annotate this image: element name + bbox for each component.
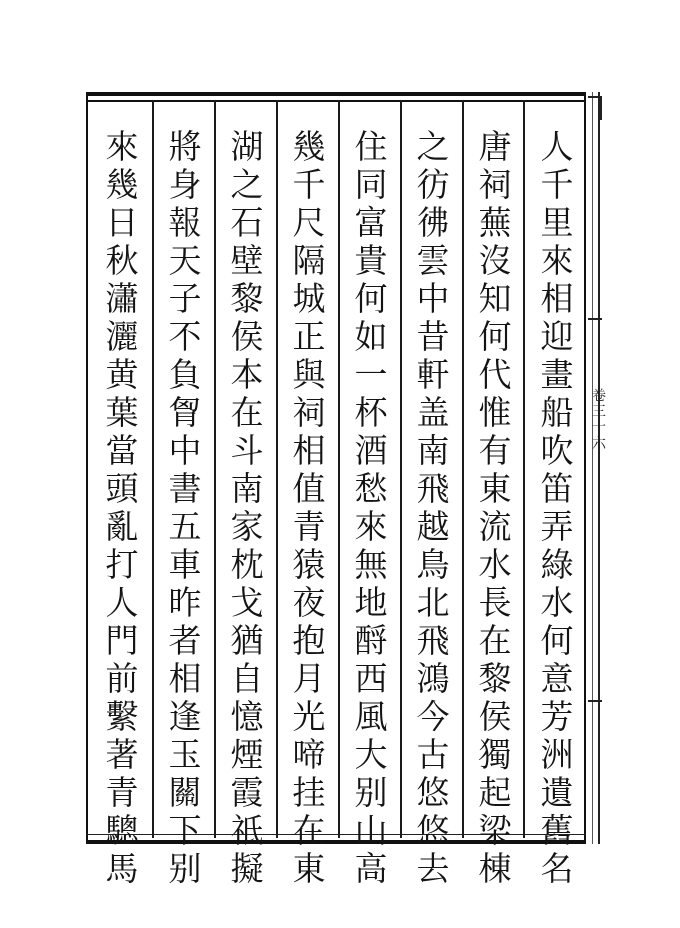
glyph: 人 — [105, 583, 139, 622]
glyph: 報 — [168, 203, 202, 242]
glyph: 正 — [292, 317, 326, 356]
glyph: 光 — [292, 697, 326, 736]
glyph: 值 — [292, 469, 326, 508]
glyph: 去 — [416, 849, 450, 888]
glyph: 今 — [416, 697, 450, 736]
glyph: 高 — [354, 849, 388, 888]
glyph: 愁 — [354, 469, 388, 508]
glyph: 水 — [478, 545, 512, 584]
fish-tail-mark — [588, 318, 602, 320]
glyph: 洲 — [540, 735, 574, 774]
glyph: 水 — [540, 583, 574, 622]
glyph: 古 — [416, 735, 450, 774]
glyph: 棟 — [478, 849, 512, 888]
glyph: 千 — [292, 165, 326, 204]
glyph: 煙 — [230, 735, 264, 774]
column-rule — [400, 100, 402, 838]
margin-glyph: 三 — [592, 404, 606, 420]
text-column-3 — [404, 127, 462, 888]
glyph: 船 — [540, 393, 574, 432]
glyph: 亂 — [105, 507, 139, 546]
margin-glyph: 十 — [592, 420, 606, 436]
column-rule — [462, 100, 464, 838]
glyph: 名 — [540, 849, 574, 888]
glyph: 身 — [168, 165, 202, 204]
glyph: 黎 — [230, 279, 264, 318]
glyph: 青 — [292, 507, 326, 546]
glyph: 天 — [168, 241, 202, 280]
glyph: 知 — [478, 279, 512, 318]
glyph: 迎 — [540, 317, 574, 356]
glyph: 如 — [354, 317, 388, 356]
glyph: 斗 — [230, 431, 264, 470]
glyph: 流 — [478, 507, 512, 546]
glyph: 車 — [168, 545, 202, 584]
margin-glyph: 卷 — [592, 388, 606, 404]
glyph: 來 — [540, 241, 574, 280]
glyph: 畫 — [540, 355, 574, 394]
glyph: 惟 — [478, 393, 512, 432]
column-rule — [276, 100, 278, 838]
margin-glyph: 六 — [592, 436, 606, 452]
glyph: 梁 — [478, 811, 512, 850]
glyph: 枕 — [230, 545, 264, 584]
glyph: 猶 — [230, 621, 264, 660]
text-column-5 — [280, 127, 338, 888]
glyph: 幾 — [292, 127, 326, 166]
glyph: 意 — [540, 659, 574, 698]
glyph: 下 — [168, 811, 202, 850]
glyph: 憶 — [230, 697, 264, 736]
glyph: 中 — [168, 431, 202, 470]
glyph: 盖 — [416, 393, 450, 432]
glyph: 來 — [354, 507, 388, 546]
glyph: 霞 — [230, 773, 264, 812]
glyph: 在 — [230, 393, 264, 432]
glyph: 昨 — [168, 583, 202, 622]
text-column-7 — [156, 127, 214, 888]
text-column-8 — [93, 127, 151, 888]
glyph: 起 — [478, 773, 512, 812]
glyph: 家 — [230, 507, 264, 546]
glyph: 無 — [354, 545, 388, 584]
glyph: 大 — [354, 735, 388, 774]
glyph: 尺 — [292, 203, 326, 242]
glyph: 玉 — [168, 735, 202, 774]
glyph: 來 — [105, 127, 139, 166]
glyph: 關 — [168, 773, 202, 812]
glyph: 風 — [354, 697, 388, 736]
glyph: 相 — [540, 279, 574, 318]
glyph: 自 — [230, 659, 264, 698]
glyph: 逢 — [168, 697, 202, 736]
fold-ear-mark — [588, 96, 602, 120]
text-column-6 — [218, 127, 276, 888]
glyph: 沒 — [478, 241, 512, 280]
glyph: 北 — [416, 583, 450, 622]
glyph: 侯 — [478, 697, 512, 736]
glyph: 昔 — [416, 317, 450, 356]
text-column-2 — [466, 127, 524, 888]
glyph: 月 — [292, 659, 326, 698]
glyph: 何 — [478, 317, 512, 356]
glyph: 相 — [168, 659, 202, 698]
glyph: 山 — [354, 811, 388, 850]
glyph: 飛 — [416, 621, 450, 660]
glyph: 隔 — [292, 241, 326, 280]
glyph: 别 — [354, 773, 388, 812]
glyph: 書 — [168, 469, 202, 508]
column-rule — [338, 100, 340, 838]
glyph: 將 — [168, 127, 202, 166]
glyph: 住 — [354, 127, 388, 166]
glyph: 悠 — [416, 773, 450, 812]
glyph: 南 — [230, 469, 264, 508]
glyph: 唐 — [478, 127, 512, 166]
glyph: 蕪 — [478, 203, 512, 242]
glyph: 之 — [230, 165, 264, 204]
glyph: 城 — [292, 279, 326, 318]
glyph: 葉 — [105, 393, 139, 432]
column-rule — [152, 100, 154, 838]
glyph: 青 — [105, 773, 139, 812]
glyph: 别 — [168, 849, 202, 888]
glyph: 長 — [478, 583, 512, 622]
glyph: 何 — [540, 621, 574, 660]
glyph: 日 — [105, 203, 139, 242]
glyph: 彿 — [416, 203, 450, 242]
glyph: 在 — [292, 811, 326, 850]
glyph: 負 — [168, 355, 202, 394]
glyph: 頭 — [105, 469, 139, 508]
glyph: 壁 — [230, 241, 264, 280]
glyph: 酒 — [354, 431, 388, 470]
glyph: 著 — [105, 735, 139, 774]
glyph: 吹 — [540, 431, 574, 470]
glyph: 遺 — [540, 773, 574, 812]
glyph: 地 — [354, 583, 388, 622]
glyph: 啼 — [292, 735, 326, 774]
glyph: 舊 — [540, 811, 574, 850]
glyph: 石 — [230, 203, 264, 242]
fold-rule-inner — [592, 92, 593, 844]
glyph: 彷 — [416, 165, 450, 204]
glyph: 雲 — [416, 241, 450, 280]
glyph: 幾 — [105, 165, 139, 204]
column-rule — [214, 100, 216, 838]
glyph: 抱 — [292, 621, 326, 660]
glyph: 一 — [354, 355, 388, 394]
glyph: 當 — [105, 431, 139, 470]
glyph: 鴻 — [416, 659, 450, 698]
glyph: 夜 — [292, 583, 326, 622]
glyph: 貴 — [354, 241, 388, 280]
fold-rule — [598, 92, 600, 844]
glyph: 打 — [105, 545, 139, 584]
glyph: 東 — [478, 469, 512, 508]
glyph: 與 — [292, 355, 326, 394]
glyph: 里 — [540, 203, 574, 242]
glyph: 綠 — [540, 545, 574, 584]
glyph: 在 — [478, 621, 512, 660]
glyph: 挂 — [292, 773, 326, 812]
glyph: 獨 — [478, 735, 512, 774]
glyph: 胷 — [168, 393, 202, 432]
glyph: 芳 — [540, 697, 574, 736]
glyph: 馬 — [105, 849, 139, 888]
glyph: 秋 — [105, 241, 139, 280]
glyph: 門 — [105, 621, 139, 660]
glyph: 千 — [540, 165, 574, 204]
glyph: 酹 — [354, 621, 388, 660]
glyph: 五 — [168, 507, 202, 546]
glyph: 西 — [354, 659, 388, 698]
glyph: 軒 — [416, 355, 450, 394]
glyph: 灑 — [105, 317, 139, 356]
glyph: 繫 — [105, 697, 139, 736]
glyph: 前 — [105, 659, 139, 698]
glyph: 者 — [168, 621, 202, 660]
glyph: 何 — [354, 279, 388, 318]
glyph: 笛 — [540, 469, 574, 508]
fish-tail-mark — [588, 700, 602, 702]
volume-label — [590, 388, 608, 452]
glyph: 悠 — [416, 811, 450, 850]
glyph: 同 — [354, 165, 388, 204]
glyph: 中 — [416, 279, 450, 318]
glyph: 侯 — [230, 317, 264, 356]
glyph: 祠 — [292, 393, 326, 432]
frame-top-rule — [86, 100, 586, 102]
glyph: 杯 — [354, 393, 388, 432]
glyph: 飛 — [416, 469, 450, 508]
glyph: 人 — [540, 127, 574, 166]
glyph: 鳥 — [416, 545, 450, 584]
glyph: 東 — [292, 849, 326, 888]
glyph: 之 — [416, 127, 450, 166]
glyph: 黄 — [105, 355, 139, 394]
glyph: 猿 — [292, 545, 326, 584]
glyph: 湖 — [230, 127, 264, 166]
glyph: 祇 — [230, 811, 264, 850]
glyph: 戈 — [230, 583, 264, 622]
text-column-4 — [342, 127, 400, 888]
glyph: 驄 — [105, 811, 139, 850]
glyph: 相 — [292, 431, 326, 470]
glyph: 越 — [416, 507, 450, 546]
glyph: 擬 — [230, 849, 264, 888]
glyph: 弄 — [540, 507, 574, 546]
glyph: 瀟 — [105, 279, 139, 318]
glyph: 不 — [168, 317, 202, 356]
glyph: 子 — [168, 279, 202, 318]
glyph: 本 — [230, 355, 264, 394]
glyph: 代 — [478, 355, 512, 394]
glyph: 有 — [478, 431, 512, 470]
text-column-1 — [528, 127, 586, 888]
glyph: 富 — [354, 203, 388, 242]
glyph: 黎 — [478, 659, 512, 698]
glyph: 祠 — [478, 165, 512, 204]
glyph: 南 — [416, 431, 450, 470]
